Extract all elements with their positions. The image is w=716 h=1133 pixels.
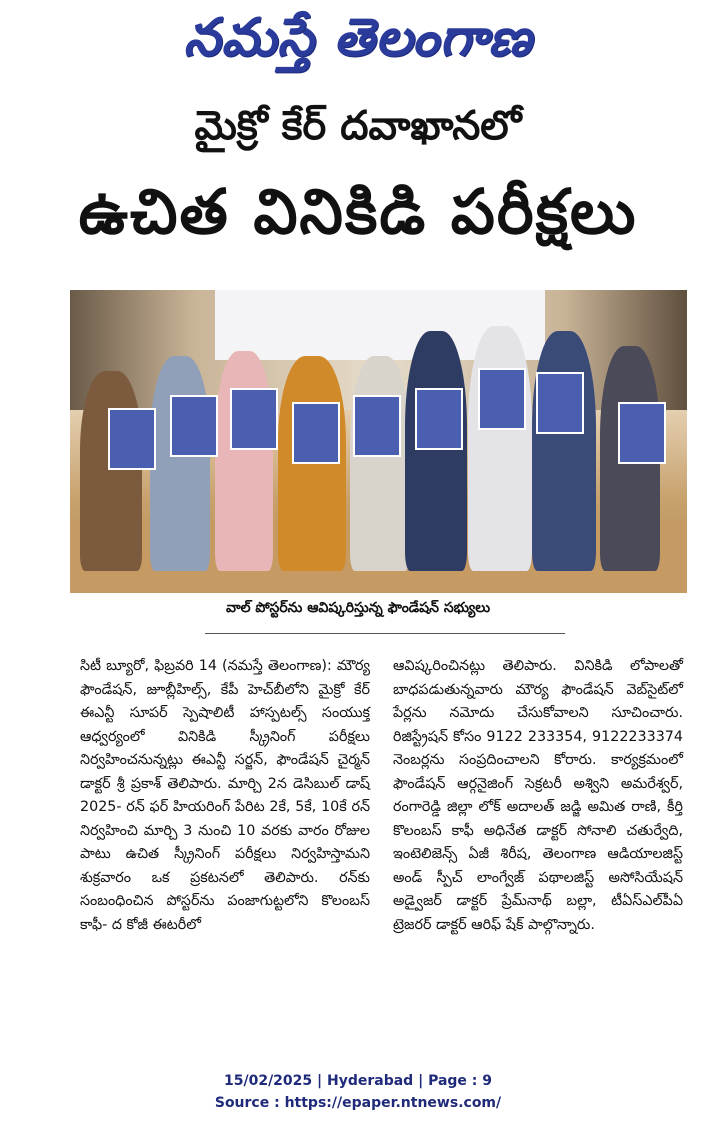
wall-poster bbox=[415, 388, 463, 450]
headline-line-1: మైక్రో కేర్ దవాఖానలో bbox=[194, 103, 522, 149]
person-figure bbox=[150, 356, 210, 571]
wall-poster bbox=[618, 402, 666, 464]
wall-poster bbox=[536, 372, 584, 434]
person-figure bbox=[215, 351, 273, 571]
wall-poster bbox=[230, 388, 278, 450]
wall-poster bbox=[353, 395, 401, 457]
article-column-2: ఆవిష్కరించినట్లు తెలిపారు. వినికిడి లోపాలతో బాధపడుతున్నవారు మౌర్య ఫౌండేషన్ వెబ్‌సైట్‌లో పేర్లను నమోదు చేసుకోవాలని సూచించారు. రిజిస్ట్రేషన్ కోసం 9122 233354, 9122233374 నెంబర్లను సంప్రదించాలని కోరారు. కార్యక్రమంలో ఫౌండేషన్ ఆర్గనైజింగ్ సెక్రటరీ అశ్విని అమరేశ్వర్, రంగారెడ్డి జిల్లా లోక్ అదాలత్ జడ్జి అమిత రాణి, కీర్తి కొలంబస్ కాఫీ అధినేత డాక్టర్ సోనాలి చతుర్వేది, ఇంటెలిజెన్స్ ఏజీ శిరీష, తెలంగాణ ఆడియాలజిస్ట్ అండ్ స్పీచ్ లాంగ్వేజ్ పథాలజిస్ట్ అసోసియేషన్ అడ్వైజర్ డాక్టర్ ప్రేమ్‌నాథ్ బల్లా, టీఏస్‌ఎల్‌పీఏ ట్రెజరర్ డాక్టర్ ఆరిఫ్ షేక్ పాల్గొన్నారు. bbox=[393, 658, 683, 933]
wall-poster bbox=[292, 402, 340, 464]
wall-poster bbox=[108, 408, 156, 470]
headline-line-2: ఉచిత వినికిడి పరీక్షలు bbox=[78, 175, 638, 248]
person-figure bbox=[405, 331, 467, 571]
photo-caption: వాల్ పోస్టర్‌ను ఆవిష్కరిస్తున్న ఫౌండేషన్ సభ్యులు bbox=[225, 600, 491, 616]
person-figure bbox=[532, 331, 596, 571]
wall-poster bbox=[478, 368, 526, 430]
person-figure bbox=[80, 371, 142, 571]
person-figure bbox=[468, 326, 532, 571]
newspaper-masthead: నమస్తే తెలంగాణ bbox=[183, 8, 533, 68]
caption-divider bbox=[205, 633, 565, 634]
person-figure bbox=[350, 356, 410, 571]
edition-info: 15/02/2025 | Hyderabad | Page : 9 bbox=[223, 1073, 493, 1089]
wall-poster bbox=[170, 395, 218, 457]
source-link[interactable]: Source : https://epaper.ntnews.com/ bbox=[214, 1095, 502, 1111]
article-column-1: సిటీ బ్యూరో, ఫిబ్రవరి 14 (నమస్తే తెలంగాణ): మౌర్య ఫౌండేషన్, జూబ్లీహిల్స్, కేపీ హెచ్‌బీలోని మైక్రో కేర్ ఈఎన్టీ సూపర్ స్పెషాలిటీ హాస్పటల్స్ సంయుక్త ఆధ్వర్యంలో వినికిడి స్క్రీనింగ్ పరీక్షలు నిర్వహించనున్నట్లు ఈఎన్టీ సర్జన్, ఫౌండేషన్ చైర్మన్ డాక్టర్ శ్రీ ప్రకాశ్ తెలిపారు. మార్చి 2న డెసిబుల్ డాష్ 2025- రన్ ఫర్ హియరింగ్ పేరిట 2కే, 5కే, 10కే రన్ నిర్వహించి మార్చి 3 నుంచి 10 వరకు వారం రోజుల పాటు ఉచిత స్క్రీనింగ్ పరీక్షలు నిర్వహిస్తామని శుక్రవారం ఒక ప్రకటనలో తెలిపారు. రన్‌కు సంబంధించిన పోస్టర్‌ను పంజాగుట్టలోని కొలంబస్ కాఫీ- ద కోజీ ఈటరీలో bbox=[80, 658, 370, 933]
event-photo bbox=[70, 290, 687, 593]
